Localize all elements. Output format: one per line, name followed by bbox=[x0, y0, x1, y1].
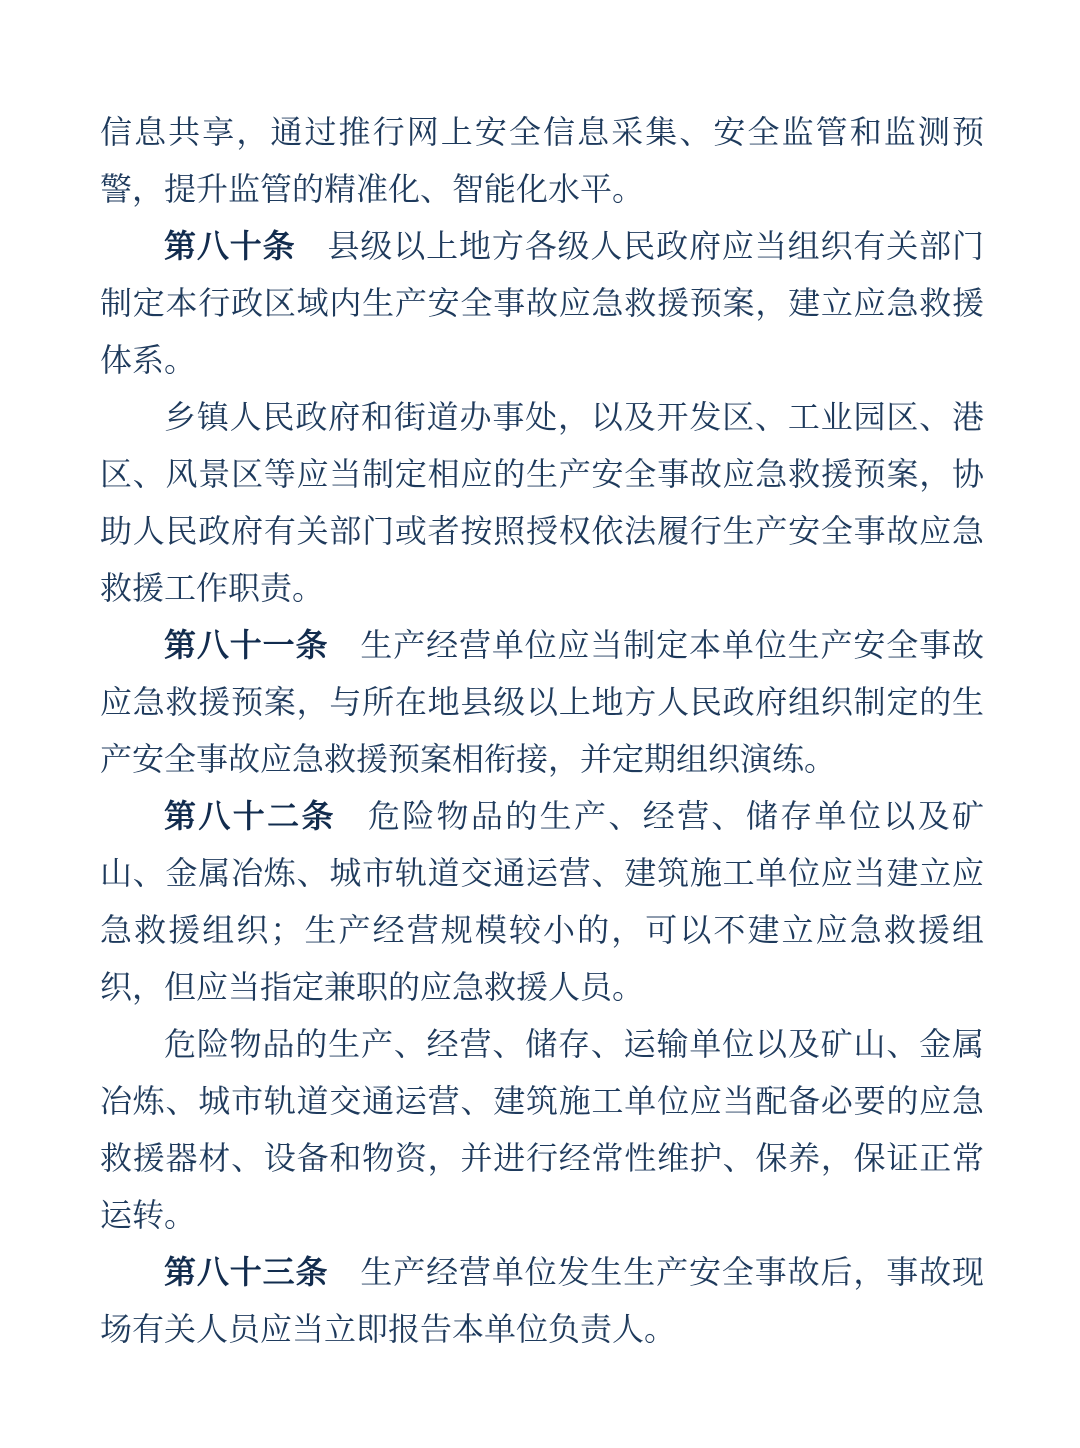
paragraph bbox=[100, 1016, 984, 1244]
paragraph bbox=[100, 389, 984, 617]
paragraph bbox=[100, 218, 984, 389]
paragraph-text: 信息共享，通过推行网上安全信息采集、安全监管和监测预警，提升监管的精准化、智能化水平。 bbox=[100, 114, 984, 207]
paragraph-text: 生产经营单位发生生产安全事故后，事故现场有关人员应当立即报告本单位负责人。 bbox=[100, 1254, 984, 1347]
document-body bbox=[100, 104, 984, 1358]
paragraph bbox=[100, 104, 984, 218]
paragraph bbox=[100, 788, 984, 1016]
article-number: 第八十三条 bbox=[164, 1254, 329, 1290]
paragraph-text: 县级以上地方各级人民政府应当组织有关部门制定本行政区域内生产安全事故应急救援预案，建立应急救援体系。 bbox=[100, 228, 984, 378]
paragraph-text: 危险物品的生产、经营、储存单位以及矿山、金属冶炼、城市轨道交通运营、建筑施工单位应当建立应急救援组织；生产经营规模较小的，可以不建立应急救援组织，但应当指定兼职的应急救援人员。 bbox=[100, 798, 984, 1005]
paragraph bbox=[100, 1244, 984, 1358]
article-number: 第八十一条 bbox=[164, 627, 329, 663]
paragraph-text: 乡镇人民政府和街道办事处，以及开发区、工业园区、港区、风景区等应当制定相应的生产安全事故应急救援预案，协助人民政府有关部门或者按照授权依法履行生产安全事故应急救援工作职责。 bbox=[100, 399, 984, 606]
paragraph bbox=[100, 617, 984, 788]
article-number: 第八十条 bbox=[164, 228, 296, 264]
article-number: 第八十二条 bbox=[164, 798, 336, 834]
paragraph-text: 生产经营单位应当制定本单位生产安全事故应急救援预案，与所在地县级以上地方人民政府组织制定的生产安全事故应急救援预案相衔接，并定期组织演练。 bbox=[100, 627, 984, 777]
paragraph-text: 危险物品的生产、经营、储存、运输单位以及矿山、金属冶炼、城市轨道交通运营、建筑施工单位应当配备必要的应急救援器材、设备和物资，并进行经常性维护、保养，保证正常运转。 bbox=[100, 1026, 984, 1233]
